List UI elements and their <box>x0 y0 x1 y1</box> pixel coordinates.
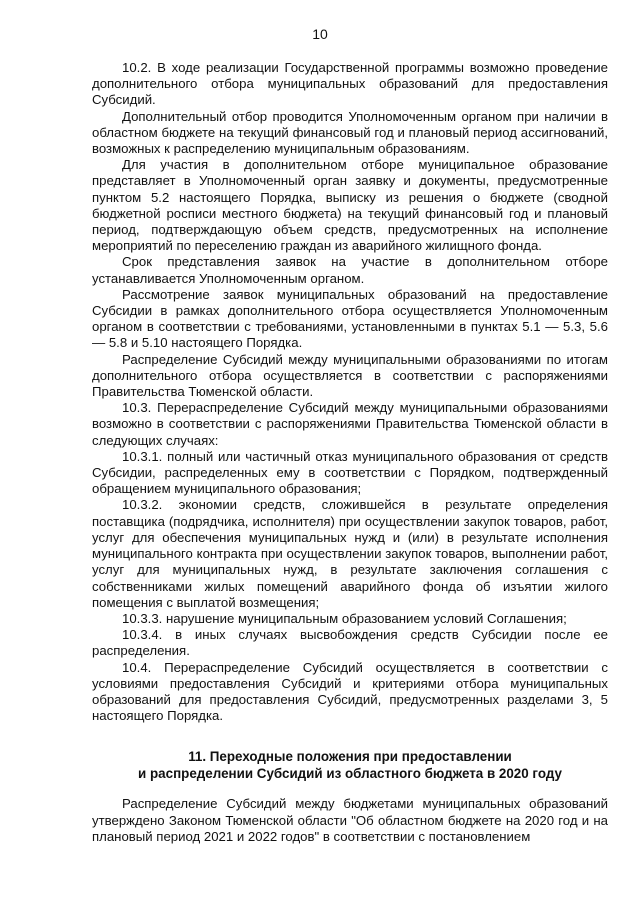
section-heading-line-1: 11. Переходные положения при предоставлении <box>188 749 512 765</box>
paragraph-10-4: 10.4. Перераспределение Субсидий осуществляется в соответствии с условиями предоставления Субсидий и критериями отбора муниципальных образований для предоставления Субсидий, предусмотренных разделами 3, 5 настоящего Порядка. <box>92 659 608 724</box>
paragraph-review: Рассмотрение заявок муниципальных образований на предоставление Субсидии в рамках дополнительного отбора осуществляется Уполномоченным органом в соответствии с требованиями, установленными в пунктах 5.1 — 5.3, 5.6 — 5.8 и 5.10 настоящего Порядка. <box>92 286 608 351</box>
paragraph-deadline: Срок представления заявок на участие в дополнительном отборе устанавливается Уполномоченным органом. <box>92 254 608 286</box>
document-body <box>92 60 608 845</box>
section-heading-line-2: и распределении Субсидий из областного бюджета в 2020 году <box>138 766 562 782</box>
paragraph-distribution: Распределение Субсидий между муниципальными образованиями по итогам дополнительного отбора осуществляется в соответствии с распоряжениями Правительства Тюменской области. <box>92 351 608 400</box>
page-number: 10 <box>312 26 328 42</box>
paragraph-10-2: 10.2. В ходе реализации Государственной программы возможно проведение дополнительного отбора муниципальных образований для предоставления Субсидий. <box>92 60 608 108</box>
paragraph-additional-selection: Дополнительный отбор проводится Уполномоченным органом при наличии в областном бюджете на текущий финансовый год и плановый период ассигнований, возможных к распределению муниципальным образованиям. <box>92 108 608 157</box>
paragraph-section-11: Распределение Субсидий между бюджетами муниципальных образований утверждено Законом Тюменской области "Об областном бюджете на 2020 год и на плановый период 2021 и 2022 годов" в соответствии с постановлением <box>92 796 608 844</box>
paragraph-10-3-2: 10.3.2. экономии средств, сложившейся в результате определения поставщика (подрядчика, исполнителя) при осуществлении закупок товаров, работ, услуг для обеспечения муниципальных нужд и (или) в результате исполнения муниципального контракта при осуществлении закупок товаров, выполнении работ, услуг для муниципальных нужд, в результате заключения соглашения с собственниками жилых помещений аварийного фонда об изъятии жилого помещения с выплатой возмещения; <box>92 497 608 610</box>
paragraph-10-3-4: 10.3.4. в иных случаях высвобождения средств Субсидии после ее распределения. <box>92 627 608 659</box>
section-11-heading <box>92 748 608 782</box>
paragraph-10-3-1: 10.3.1. полный или частичный отказ муниципального образования от средств Субсидии, распределенных ему в соответствии с Порядком, подтвержденный обращением муниципального образования; <box>92 448 608 497</box>
paragraph-10-3: 10.3. Перераспределение Субсидий между муниципальными образованиями возможно в соответствии с распоряжениями Правительства Тюменской области в следующих случаях: <box>92 400 608 448</box>
paragraph-participation: Для участия в дополнительном отборе муниципальное образование представляет в Уполномоченный орган заявку и документы, предусмотренные пунктом 5.2 настоящего Порядка, выписку из решения о бюджете (сводной бюджетной росписи местного бюджета) на текущий финансовый год и плановый период, подтверждающую объем средств, предусмотренных на исполнение мероприятий по переселению граждан из аварийного жилищного фонда. <box>92 157 608 254</box>
paragraph-10-3-3: 10.3.3. нарушение муниципальным образованием условий Соглашения; <box>122 610 567 626</box>
